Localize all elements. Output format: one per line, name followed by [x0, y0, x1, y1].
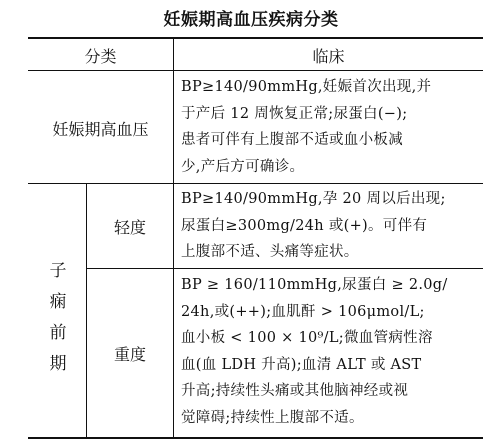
preeclampsia-label-char: 前 [49, 323, 67, 343]
gestational-line: BP≥140/90mmHg,妊娠首次出现,并 [181, 79, 432, 95]
preeclampsia-label-char: 期 [49, 354, 67, 374]
severe-content [181, 272, 481, 431]
gestational-line: 少,产后方可确诊。 [181, 158, 305, 175]
header-clinical: 临床 [312, 47, 345, 66]
severe-line: BP ≥ 160/110mmHg,尿蛋白 ≥ 2.0g/ [181, 277, 448, 293]
table-title: 妊娠期高血压疾病分类 [163, 10, 339, 30]
preeclampsia-label [43, 256, 73, 380]
gestational-hypertension-label: 妊娠期高血压 [52, 120, 149, 139]
severe-line: 血小板 < 100 × 10⁹/L;微血管病性溶 [181, 330, 433, 346]
gestational-line: 患者可伴有上腹部不适或血小板减 [181, 132, 403, 148]
table-top-rule [28, 37, 483, 39]
gestational-line: 于产后 12 周恢复正常;尿蛋白(−); [181, 105, 408, 122]
category-divider [173, 37, 174, 438]
mild-line: BP≥140/90mmHg,孕 20 周以后出现; [181, 191, 446, 207]
severe-line: 24h,或(++);血肌酐 > 106μmol/L; [181, 303, 425, 320]
mild-line: 尿蛋白≥300mg/24h 或(+)。可伴有 [181, 217, 428, 234]
mild-bottom-rule [86, 268, 483, 269]
mild-label: 轻度 [113, 218, 146, 237]
severe-line: 血(血 LDH 升高);血清 ALT 或 AST [181, 356, 422, 373]
header-bottom-rule [28, 70, 483, 71]
mild-content [181, 186, 481, 266]
severe-label: 重度 [113, 345, 146, 364]
preeclampsia-label-char: 痫 [49, 292, 67, 312]
table-bottom-rule [28, 437, 483, 439]
gestational-hypertension-content [181, 74, 481, 180]
severe-line: 升高;持续性头痛或其他脑神经或视 [181, 383, 409, 399]
preeclampsia-label-char: 子 [49, 261, 67, 281]
gestational-bottom-rule [28, 183, 483, 184]
severe-line: 觉障碍;持续性上腹部不适。 [181, 409, 364, 426]
mild-line: 上腹部不适、头痛等症状。 [181, 244, 359, 260]
header-category: 分类 [84, 47, 117, 66]
